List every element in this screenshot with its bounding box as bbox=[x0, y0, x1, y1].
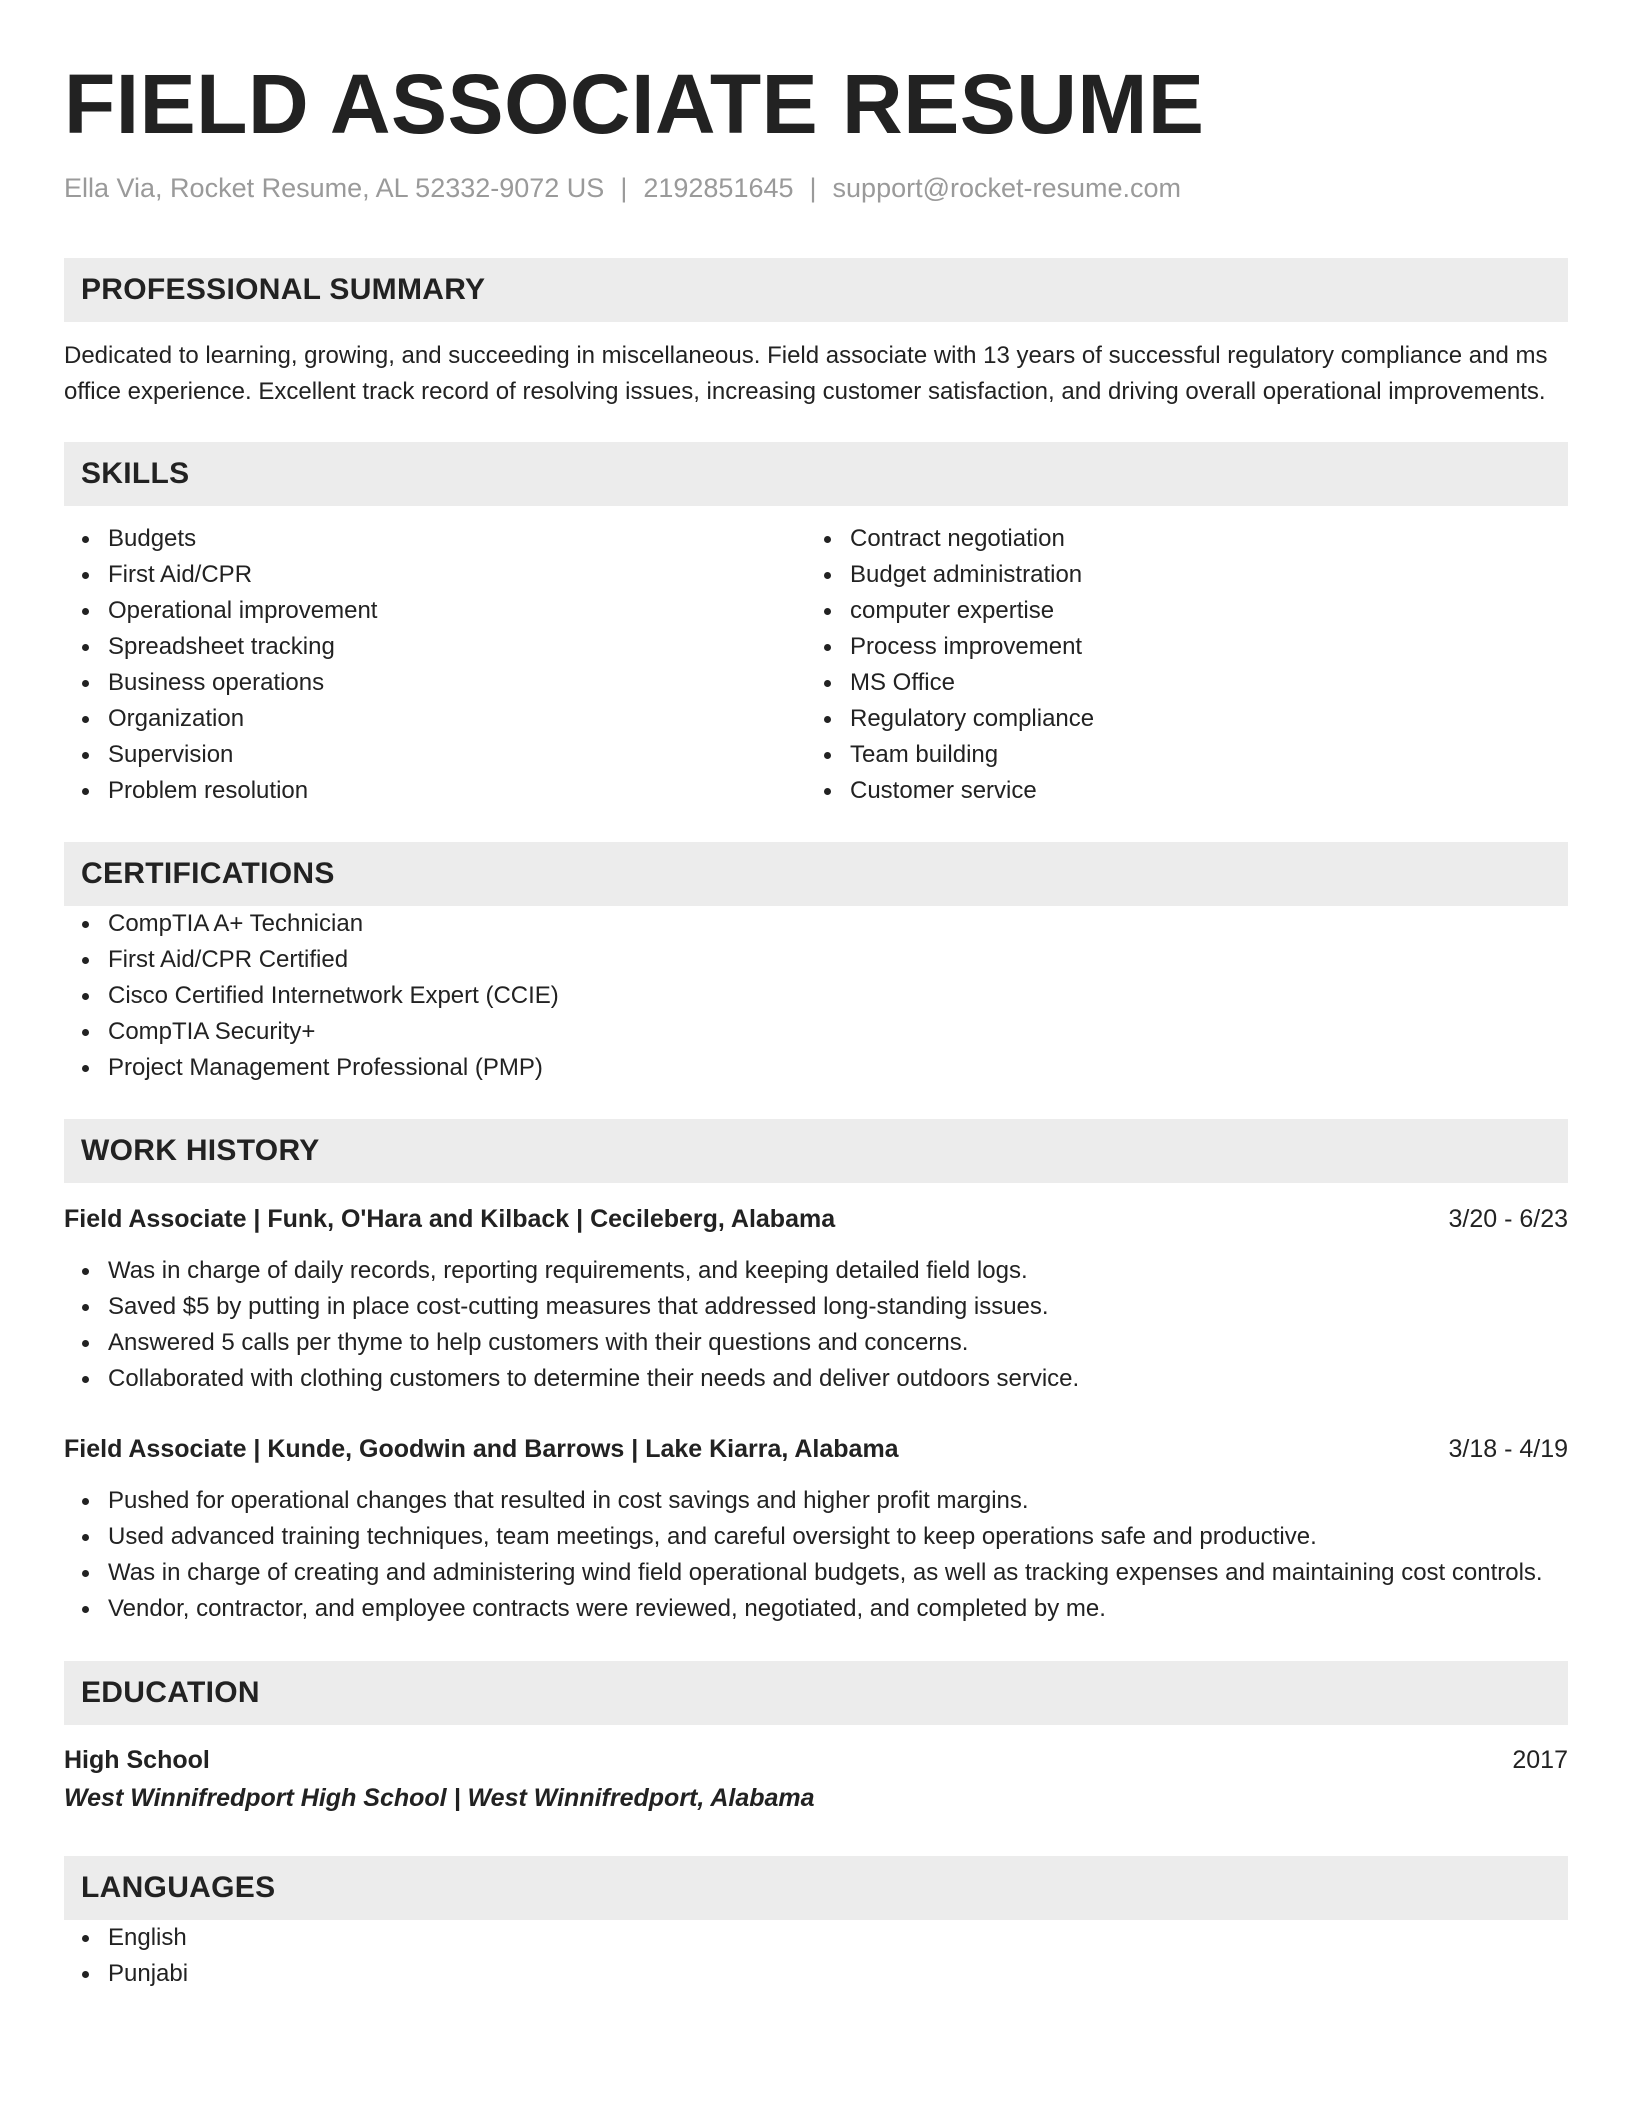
skill-item: Budget administration bbox=[806, 557, 1548, 593]
job-header bbox=[64, 1431, 1568, 1467]
contact-address: Ella Via, Rocket Resume, AL 52332-9072 US bbox=[64, 173, 605, 203]
job-bullet: Vendor, contractor, and employee contracts were reviewed, negotiated, and completed by me. bbox=[64, 1591, 1568, 1627]
skill-item: Business operations bbox=[64, 665, 806, 701]
job-bullet: Was in charge of daily records, reporting requirements, and keeping detailed field logs. bbox=[64, 1253, 1568, 1289]
section-header-work-history: WORK HISTORY bbox=[64, 1119, 1568, 1183]
section-header-professional-summary: PROFESSIONAL SUMMARY bbox=[64, 258, 1568, 322]
skill-item: Operational improvement bbox=[64, 593, 806, 629]
skill-item: First Aid/CPR bbox=[64, 557, 806, 593]
job-dates: 3/20 - 6/23 bbox=[1448, 1205, 1568, 1233]
skills-column-right bbox=[806, 521, 1548, 809]
skill-item: Process improvement bbox=[806, 629, 1548, 665]
education-school: West Winnifredport High School | West Winnifredport, Alabama bbox=[64, 1784, 815, 1812]
skill-item: computer expertise bbox=[806, 593, 1548, 629]
skill-item: Organization bbox=[64, 701, 806, 737]
certification-item: CompTIA Security+ bbox=[64, 1014, 1568, 1050]
contact-separator: | bbox=[620, 173, 628, 203]
language-item: Punjabi bbox=[64, 1956, 1568, 1992]
job-bullet: Answered 5 calls per thyme to help customers with their questions and concerns. bbox=[64, 1325, 1568, 1361]
skill-item: Budgets bbox=[64, 521, 806, 557]
job-bullet: Was in charge of creating and administering wind field operational budgets, as well as tracking expenses and maintaining cost controls. bbox=[64, 1555, 1568, 1591]
education-header bbox=[64, 1742, 1568, 1778]
contact-line bbox=[64, 170, 1568, 206]
certification-item: CompTIA A+ Technician bbox=[64, 906, 1568, 942]
languages-list bbox=[64, 1920, 1568, 1992]
language-item: English bbox=[64, 1920, 1568, 1956]
skills-column-left bbox=[64, 521, 806, 809]
job-bullets bbox=[64, 1253, 1568, 1397]
certification-item: Project Management Professional (PMP) bbox=[64, 1050, 1568, 1086]
job-header bbox=[64, 1201, 1568, 1237]
section-header-education: EDUCATION bbox=[64, 1661, 1568, 1725]
skills-list-left bbox=[64, 521, 806, 809]
skill-item: Regulatory compliance bbox=[806, 701, 1548, 737]
certifications-list bbox=[64, 906, 1568, 1086]
job-bullet: Pushed for operational changes that resulted in cost savings and higher profit margins. bbox=[64, 1483, 1568, 1519]
job-entry bbox=[64, 1201, 1568, 1397]
certification-item: First Aid/CPR Certified bbox=[64, 942, 1568, 978]
skill-item: Team building bbox=[806, 737, 1548, 773]
contact-email: support@rocket-resume.com bbox=[832, 173, 1182, 203]
section-header-skills: SKILLS bbox=[64, 442, 1568, 506]
section-header-certifications: CERTIFICATIONS bbox=[64, 842, 1568, 906]
job-title: Field Associate | Kunde, Goodwin and Barrows | Lake Kiarra, Alabama bbox=[64, 1435, 899, 1463]
section-header-languages: LANGUAGES bbox=[64, 1856, 1568, 1920]
skill-item: Customer service bbox=[806, 773, 1548, 809]
resume-title: FIELD ASSOCIATE RESUME bbox=[64, 57, 1205, 151]
skills-grid bbox=[64, 521, 1568, 809]
skill-item: MS Office bbox=[806, 665, 1548, 701]
job-bullet: Used advanced training techniques, team meetings, and careful oversight to keep operations safe and productive. bbox=[64, 1519, 1568, 1555]
skill-item: Problem resolution bbox=[64, 773, 806, 809]
job-title: Field Associate | Funk, O'Hara and Kilback | Cecileberg, Alabama bbox=[64, 1205, 836, 1233]
skill-item: Supervision bbox=[64, 737, 806, 773]
education-entry bbox=[64, 1742, 1568, 1816]
skills-list-right bbox=[806, 521, 1548, 809]
job-bullet: Collaborated with clothing customers to determine their needs and deliver outdoors service. bbox=[64, 1361, 1568, 1397]
job-bullets bbox=[64, 1483, 1568, 1627]
job-dates: 3/18 - 4/19 bbox=[1448, 1435, 1568, 1463]
certification-item: Cisco Certified Internetwork Expert (CCIE) bbox=[64, 978, 1568, 1014]
skill-item: Contract negotiation bbox=[806, 521, 1548, 557]
job-bullet: Saved $5 by putting in place cost-cutting measures that addressed long-standing issues. bbox=[64, 1289, 1568, 1325]
skill-item: Spreadsheet tracking bbox=[64, 629, 806, 665]
education-degree: High School bbox=[64, 1746, 210, 1774]
summary-text: Dedicated to learning, growing, and succeeding in miscellaneous. Field associate with 13 years of successful regulatory compliance and ms office experience. Excellent track record of resolving issues, increasing customer satisfaction, and driving overall operational improvements. bbox=[64, 342, 1548, 405]
education-year: 2017 bbox=[1512, 1746, 1568, 1774]
contact-separator: | bbox=[809, 173, 817, 203]
contact-phone: 2192851645 bbox=[643, 173, 794, 203]
job-entry bbox=[64, 1431, 1568, 1627]
